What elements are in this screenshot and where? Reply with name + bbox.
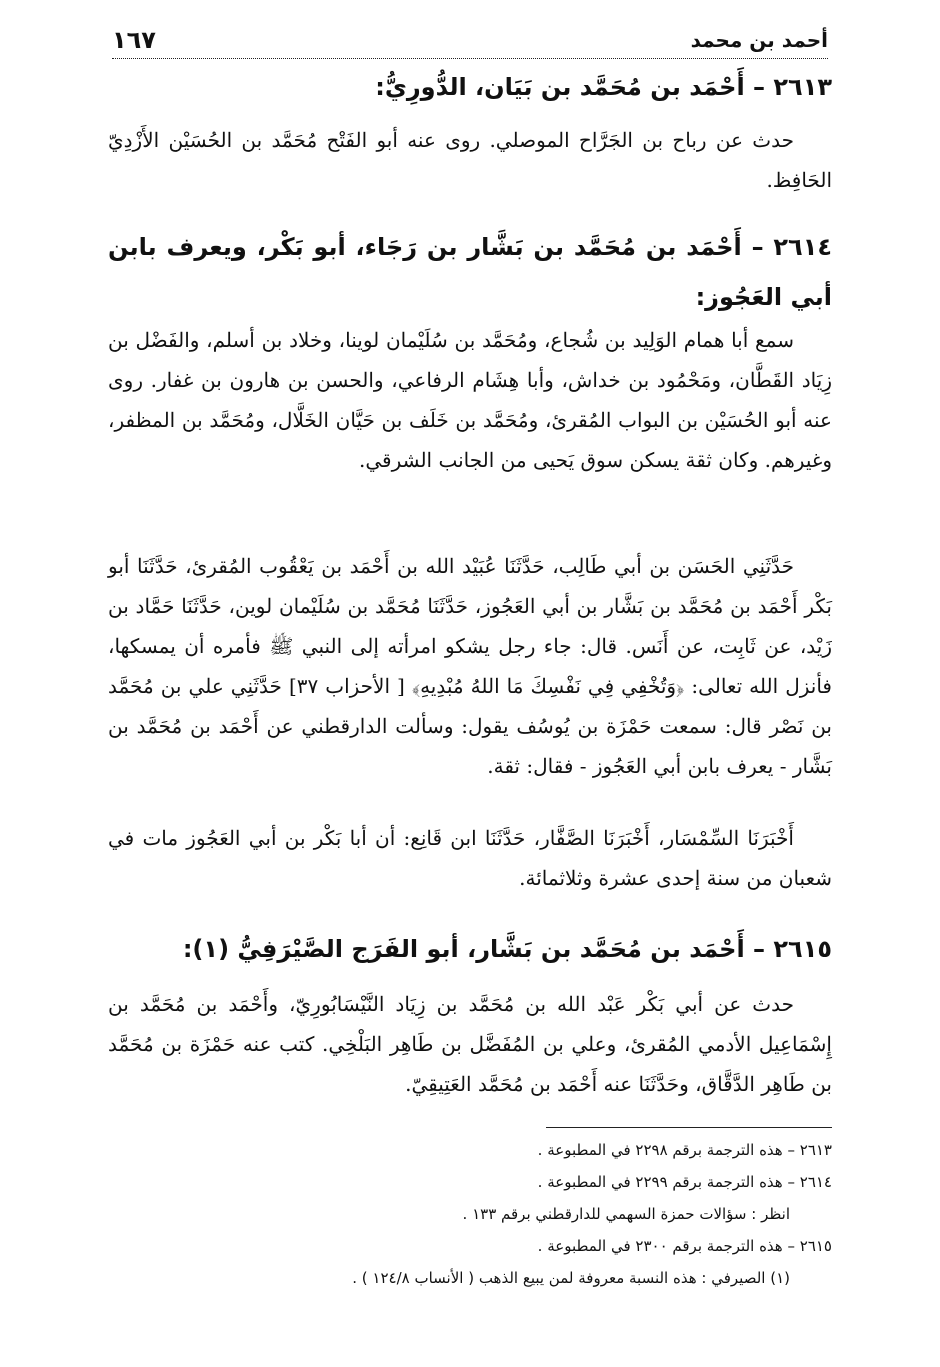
entry-paragraph: حَدَّثَنِي الحَسَن بن أبي طَالِب، حَدَّثَنَا عُبَيْد الله بن أَحْمَد بن يَعْقُوب المُقرئ، حَدَّثَنَا أبو بَكْر أَحْمَد بن مُحَمَّد بن بَشَّار بن أبي العَجُوز، حَدَّثَنَا مُحَمَّد بن سُلَيْمان لوين، حَدَّثَنَا حَمَّاد بن زَيْد، عن ثَابِت، عن أَنَس. قال: جاء رجل يشكو امرأته إلى النبي ﷺ فأمره أن يمسكها، فأنزل الله تعالى: ﴿وَتُخْفِي فِي نَفْسِكَ مَا اللهُ مُبْدِيهِ﴾ [ الأحزاب ٣٧] حَدَّثَنِي علي بن مُحَمَّد بن نَصْر قال: سمعت حَمْزَة بن يُوسُف يقول: وسألت الدارقطني عن أَحْمَد بن مُحَمَّد بن بَشَّار - يعرف بابن أبي العَجُوز - فقال: ثقة. (108, 554, 833, 778)
footnote: ٢٦١٥ – هذه الترجمة برقم ٢٣٠٠ في المطبوعة . (537, 1237, 832, 1255)
entry-paragraph: حدث عن أبي بَكْر عَبْد الله بن مُحَمَّد بن زِيَاد النَّيْسَابُورِيّ، وأَحْمَد بن مُحَمَّد بن إِسْمَاعِيل الأدمي المُقرئ، وعلي بن المُفَضَّل بن طَاهِر البَلْخِي. كتب عنه حَمْزَة بن مُحَمَّد بن طَاهِر الدَّقَّاق، وحَدَّثَنَا عنه أَحْمَد بن مُحَمَّد العَتِيقِيّ. (108, 992, 832, 1096)
entry-2615 (108, 924, 832, 974)
entry-2614-body-1 (108, 320, 832, 480)
entry-2615-body (108, 984, 832, 1104)
footnote-divider (546, 1127, 832, 1128)
entry-2614-body-2 (108, 546, 832, 786)
footnote: ٢٦١٤ – هذه الترجمة برقم ٢٢٩٩ في المطبوعة . (537, 1173, 832, 1191)
entry-paragraph: سمع أبا همام الوَلِيد بن شُجاع، ومُحَمَّد بن سُلَيْمان لوينا، وخلاد بن أسلم، والفَضْل بن زِيَاد القَطَّان، ومَحْمُود بن خداش، وأبا هِشَام الرفاعي، والحسن بن هارون بن غفار. روى عنه أبو الحُسَيْن بن البواب المُقرئ، ومُحَمَّد بن خَلَف بن حَيَّان الخَلَّال، ومُحَمَّد بن المظفر، وغيرهم. وكان ثقة يسكن سوق يَحيى من الجانب الشرقي. (108, 328, 832, 472)
entry-2614-body-3 (108, 818, 832, 898)
entry-2613 (108, 62, 832, 112)
entry-2613-body (108, 120, 832, 200)
entry-title: ٢٦١٣ – أَحْمَد بن مُحَمَّد بن بَيَان، الدُّورِيُّ: (375, 73, 832, 101)
footnote: (١) الصيرفي : هذه النسبة معروفة لمن يبيع الذهب ( الأنساب ١٢٤/٨ ) . (352, 1269, 790, 1287)
entry-2614 (108, 222, 832, 322)
running-header (112, 24, 828, 59)
entry-title: ٢٦١٥ – أَحْمَد بن مُحَمَّد بن بَشَّار، أبو الفَرَج الصَّيْرَفِيُّ (١): (182, 935, 832, 963)
page-number: ١٦٧ (112, 26, 156, 54)
footnote: ٢٦١٣ – هذه الترجمة برقم ٢٢٩٨ في المطبوعة . (537, 1141, 832, 1159)
footnote: انظر : سؤالات حمزة السهمي للدارقطني برقم ١٣٣ . (462, 1205, 790, 1223)
running-title: أحمد بن محمد (690, 28, 828, 52)
entry-paragraph: حدث عن رباح بن الجَرَّاح الموصلي. روى عنه أبو الفَتْح مُحَمَّد بن الحُسَيْن الأَزْدِيّ الحَافِظ. (108, 128, 832, 192)
entry-paragraph: أَخْبَرَنَا السِّمْسَار، أَخْبَرَنَا الصَّفَّار، حَدَّثَنَا ابن قَانِع: أن أبا بَكْر بن أبي العَجُوز مات في شعبان من سنة إحدى عشرة وثلاثمائة. (108, 826, 832, 890)
entry-title: ٢٦١٤ – أَحْمَد بن مُحَمَّد بن بَشَّار بن رَجَاء، أبو بَكْر، ويعرف بابن أبي العَجُوز: (108, 233, 832, 311)
